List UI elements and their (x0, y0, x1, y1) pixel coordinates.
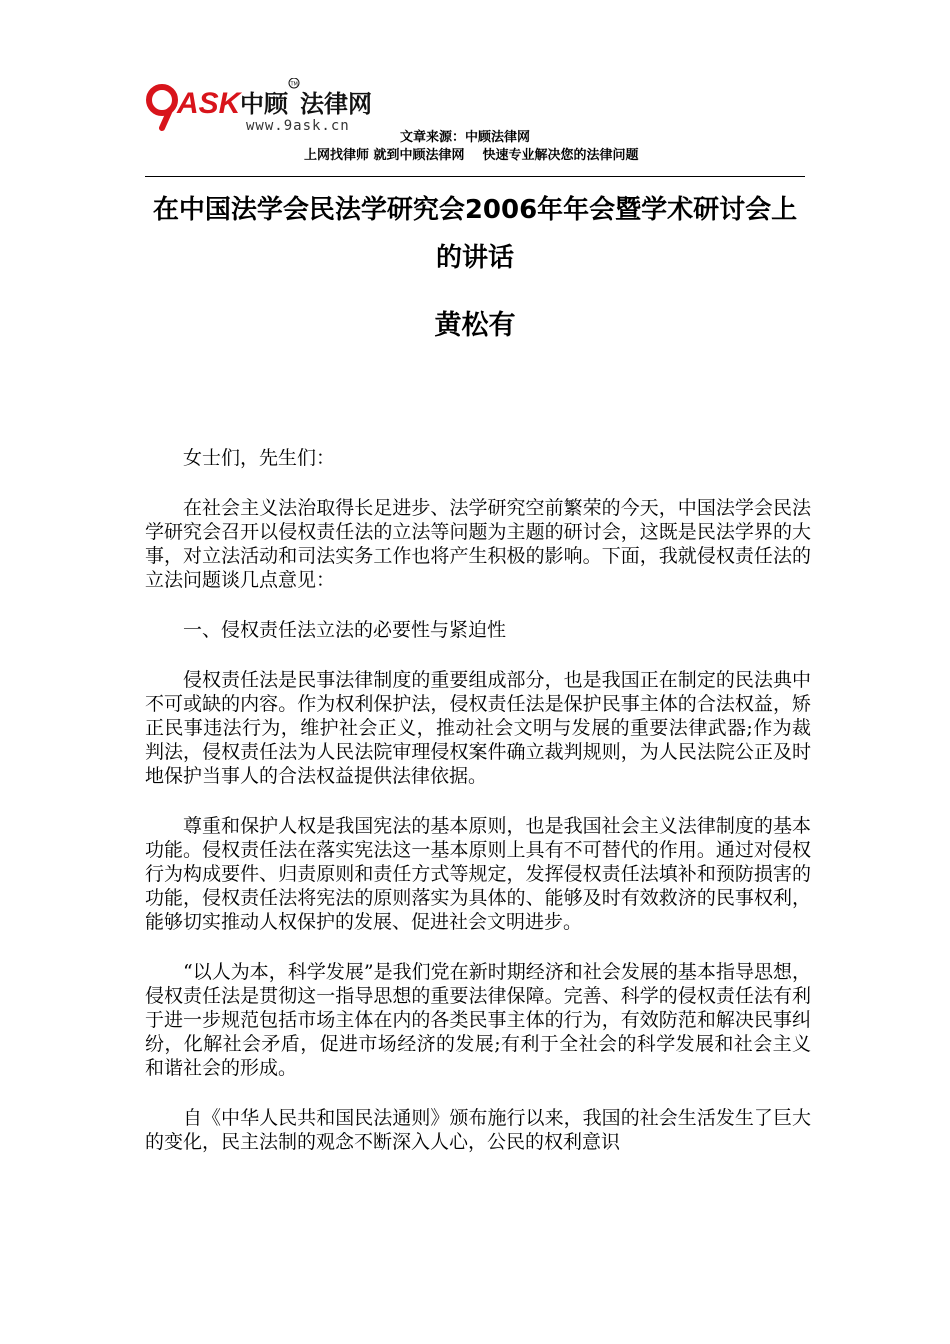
paragraph: 侵权责任法是民事法律制度的重要组成部分，也是我国正在制定的民法典中不可或缺的内容。作为权利保护法，侵权责任法是保护民事主体的合法权益，矫正民事违法行为，维护社会正义，推动社会文明与发展的重要法律武器;作为裁判法，侵权责任法为人民法院审理侵权案件确立裁判规则，为人民法院公正及时地保护当事人的合法权益提供法律依据。 (145, 669, 811, 787)
document-body (145, 446, 811, 1180)
trademark-mark: TM (290, 81, 298, 88)
site-tagline (304, 144, 639, 163)
document-title: 在中国法学会民法学研究会2006年年会暨学术研讨会上的讲话 (152, 195, 798, 273)
tagline-part-1: 上网找律师 就到中顾法律网 (304, 148, 465, 163)
tagline-part-2: 快速专业解决您的法律问题 (482, 148, 639, 163)
paragraph: 尊重和保护人权是我国宪法的基本原则，也是我国社会主义法律制度的基本功能。侵权责任法在落实宪法这一基本原则上具有不可替代的作用。通过对侵权行为构成要件、归责原则和责任方式等规定，发挥侵权责任法填补和预防损害的功能，侵权责任法将宪法的原则落实为具体的、能够及时有效救济的民事权利，能够切实推动人权保护的发展、促进社会文明进步。 (145, 815, 811, 933)
section-heading: 一、侵权责任法立法的必要性与紧迫性 (183, 619, 507, 641)
logo-url[interactable]: www.9ask.cn (246, 118, 350, 134)
document-author: 黄松有 (434, 310, 516, 341)
paragraph-salutation: 女士们，先生们： (183, 447, 336, 469)
logo-ask-text: ASK (177, 87, 241, 120)
paragraph: “以人为本，科学发展”是我们党在新时期经济和社会发展的基本指导思想，侵权责任法是贯彻这一指导思想的重要法律保障。完善、科学的侵权责任法有利于进一步规范包括市场主体在内的各类民事主体的行为，有效防范和解决民事纠纷，化解社会矛盾，促进市场经济的发展;有利于全社会的科学发展和社会主义和谐社会的形成。 (145, 961, 811, 1079)
logo-cn-text-2: 法律网 (300, 90, 372, 118)
logo-cn-text: 中顾 (240, 90, 288, 118)
paragraph: 自《中华人民共和国民法通则》颁布施行以来，我国的社会生活发生了巨大的变化，民主法制的观念不断深入人心，公民的权利意识 (145, 1107, 811, 1153)
article-source: 文章来源：中顾法律网 (400, 130, 531, 145)
paragraph: 在社会主义法治取得长足进步、法学研究空前繁荣的今天，中国法学会民法学研究会召开以侵权责任法的立法等问题为主题的研讨会，这既是民法学界的大事，对立法活动和司法实务工作也将产生积极的影响。下面，我就侵权责任法的立法问题谈几点意见： (145, 497, 811, 591)
header-divider (145, 176, 805, 177)
